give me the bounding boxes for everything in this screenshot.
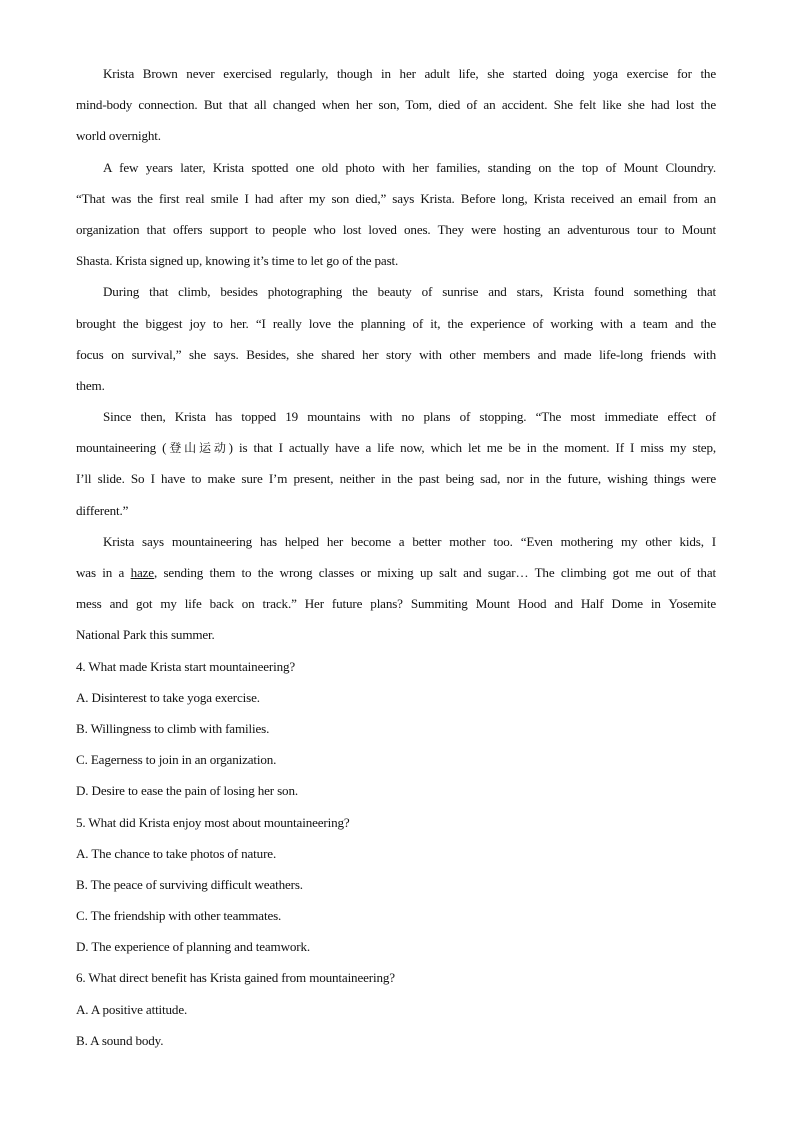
answer-option: A. The chance to take photos of nature. [76,845,277,861]
text-line: A few years later, Krista spotted one old photo with her families, standing on the top of Mount Cloundry. [103,159,716,175]
question-6 [76,962,716,1056]
text-line: focus on survival,” she says. Besides, she shared her story with other members and made life-long friends with [76,346,716,362]
text-line [76,432,716,463]
text-line: During that climb, besides photographing the beauty of sunrise and stars, Krista found something that [103,284,716,300]
text-line: organization that offers support to people who lost loved ones. They were hosting an adventurous tour to Mount [76,221,716,237]
text-line: mess and got my life back on track.” Her future plans? Summiting Mount Hood and Half Dome in Yosemite [76,596,716,612]
answer-option: A. Disinterest to take yoga exercise. [76,689,260,705]
question-5 [76,807,716,963]
passage-paragraph-5 [76,526,716,651]
answer-option: B. Willingness to climb with families. [76,720,270,736]
text-line: “That was the first real smile I had after my son died,” says Krista. Before long, Krista received an email from an [76,190,716,206]
question-stem: 4. What made Krista start mountaineering? [76,658,296,674]
text-line: world overnight. [76,128,161,144]
answer-option: C. The friendship with other teammates. [76,908,282,924]
question-stem: 6. What direct benefit has Krista gained from mountaineering? [76,970,395,986]
text-segment: , sending them to the wrong classes or mixing up salt and sugar… The climbing got me out of that [153,565,716,580]
document-page [76,58,716,1056]
underlined-word: haze [130,565,154,580]
text-line: Shasta. Krista signed up, knowing it’s time to let go of the past. [76,253,399,269]
text-line: Krista says mountaineering has helped her become a better mother too. “Even mothering my other kids, I [103,533,716,549]
text-line: them. [76,377,105,393]
passage-paragraph-3 [76,276,716,401]
answer-option: B. The peace of surviving difficult weathers. [76,876,303,892]
text-line: I’ll slide. So I have to make sure I’m present, neither in the past being sad, nor in the future, wishing things were [76,471,716,487]
answer-option: C. Eagerness to join in an organization. [76,752,277,768]
answer-option: A. A positive attitude. [76,1001,188,1017]
text-segment: mountaineering ( [76,440,167,456]
chinese-gloss: 登山运动 [166,441,229,456]
question-stem: 5. What did Krista enjoy most about mountaineering? [76,814,350,830]
text-line: different.” [76,502,129,518]
text-line: Since then, Krista has topped 19 mountains with no plans of stopping. “The most immediate effect of [103,409,716,425]
text-segment: was in a [76,565,131,580]
text-line: National Park this summer. [76,627,215,643]
passage-paragraph-4 [76,401,716,526]
text-line: mind-body connection. But that all changed when her son, Tom, died of an accident. She felt like she had lost the [76,97,716,113]
answer-option: B. A sound body. [76,1032,164,1048]
question-4 [76,651,716,807]
text-line: Krista Brown never exercised regularly, though in her adult life, she started doing yoga exercise for the [103,66,716,81]
text-line [76,557,716,588]
passage-paragraph-2 [76,152,716,277]
passage-paragraph-1 [76,58,716,152]
text-line: brought the biggest joy to her. “I really love the planning of it, the experience of working with a team and the [76,315,716,331]
answer-option: D. Desire to ease the pain of losing her son. [76,783,298,799]
answer-option: D. The experience of planning and teamwork. [76,939,311,955]
text-segment: ) is that I actually have a life now, which let me be in the moment. If I miss my step, [228,440,716,456]
